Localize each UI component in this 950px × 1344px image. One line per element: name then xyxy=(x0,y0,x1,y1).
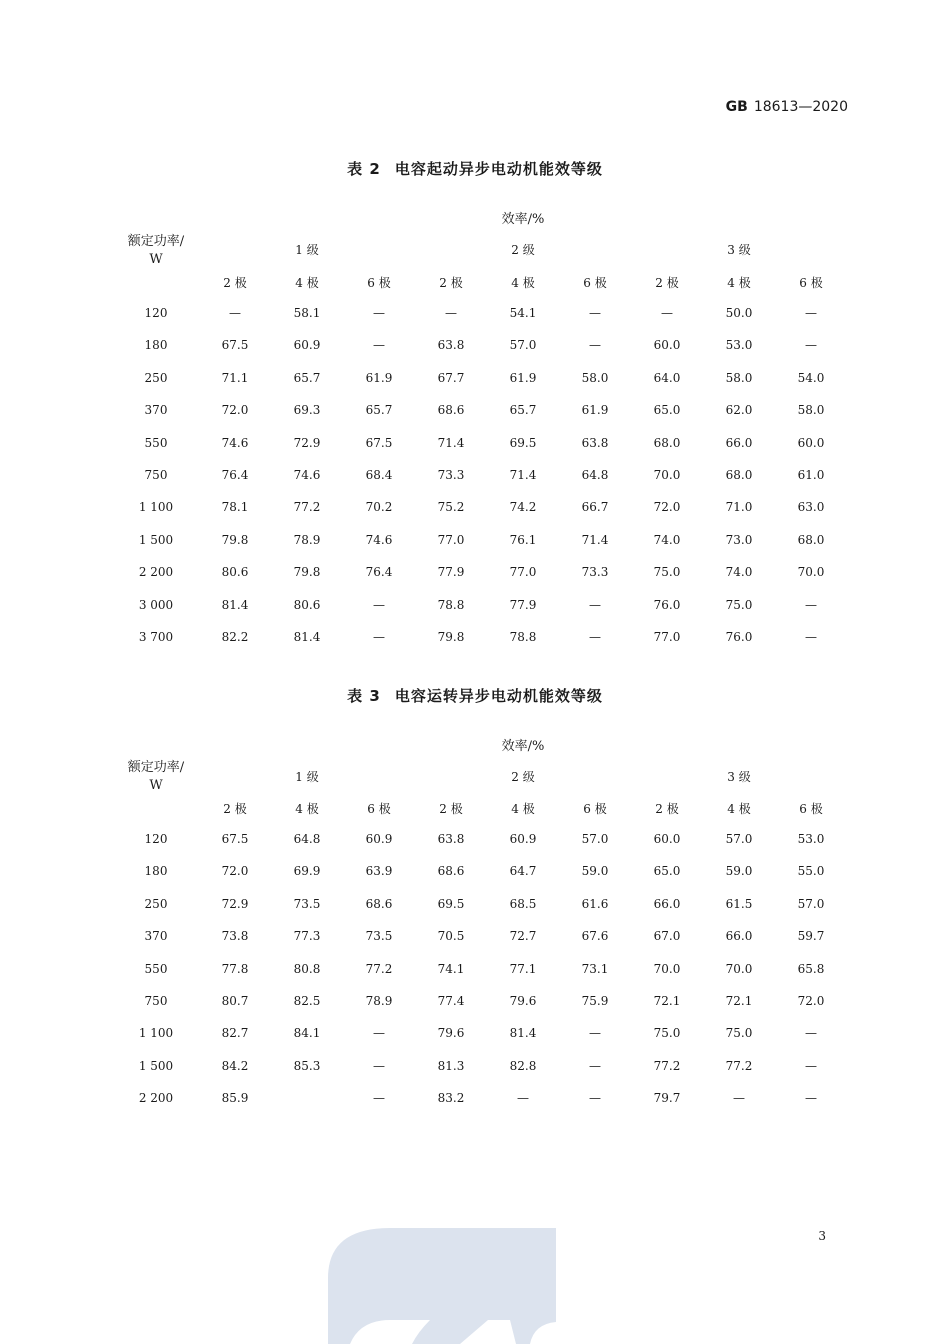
rated-power-unit: W xyxy=(149,778,163,793)
efficiency-cell: 62.0 xyxy=(725,403,753,417)
efficiency-cell: 77.4 xyxy=(437,994,465,1008)
efficiency-cell: 71.4 xyxy=(437,436,465,450)
efficiency-cell: — xyxy=(805,338,817,352)
efficiency-cell: 58.0 xyxy=(797,403,825,417)
pole-header: 6 极 xyxy=(367,802,391,816)
efficiency-cell: — xyxy=(517,1091,529,1105)
efficiency-cell: 73.3 xyxy=(581,565,609,579)
efficiency-cell: 64.0 xyxy=(653,371,681,385)
efficiency-cell: — xyxy=(373,306,385,320)
efficiency-cell: — xyxy=(805,598,817,612)
efficiency-cell: 68.5 xyxy=(509,897,537,911)
efficiency-cell: — xyxy=(589,1026,601,1040)
efficiency-cell: 72.0 xyxy=(221,403,249,417)
efficiency-cell: 55.0 xyxy=(797,864,825,878)
efficiency-cell: 72.0 xyxy=(797,994,825,1008)
efficiency-cell: 61.5 xyxy=(725,897,753,911)
efficiency-cell: — xyxy=(661,306,673,320)
pole-header: 4 极 xyxy=(511,802,535,816)
efficiency-cell: 77.3 xyxy=(293,929,321,943)
efficiency-cell: 72.9 xyxy=(293,436,321,450)
efficiency-cell: 73.0 xyxy=(725,533,753,547)
efficiency-cell: 80.7 xyxy=(221,994,249,1008)
efficiency-cell: — xyxy=(733,1091,745,1105)
efficiency-cell: 66.7 xyxy=(581,500,609,514)
efficiency-cell: 67.5 xyxy=(221,338,249,352)
rated-power-cell: 550 xyxy=(144,962,168,976)
pole-header: 2 极 xyxy=(439,276,463,290)
efficiency-cell: 60.0 xyxy=(653,832,681,846)
efficiency-cell: 61.6 xyxy=(581,897,609,911)
efficiency-cell: 81.4 xyxy=(221,598,249,612)
efficiency-cell: 74.0 xyxy=(725,565,753,579)
rated-power-cell: 2 200 xyxy=(138,1091,174,1105)
efficiency-cell: 69.3 xyxy=(293,403,321,417)
efficiency-cell: 79.6 xyxy=(437,1026,465,1040)
efficiency-cell: 71.4 xyxy=(509,468,537,482)
efficiency-cell: 60.0 xyxy=(653,338,681,352)
efficiency-cell: 77.1 xyxy=(509,962,537,976)
efficiency-cell: 78.9 xyxy=(293,533,321,547)
efficiency-cell: 67.7 xyxy=(437,371,465,385)
efficiency-cell: 74.0 xyxy=(653,533,681,547)
efficiency-cell: 78.8 xyxy=(437,598,465,612)
efficiency-cell: 65.0 xyxy=(653,864,681,878)
efficiency-cell: 57.0 xyxy=(509,338,537,352)
efficiency-cell: 79.7 xyxy=(653,1091,681,1105)
efficiency-cell: 76.0 xyxy=(653,598,681,612)
grade-header: 2 级 xyxy=(511,770,535,784)
efficiency-cell: 73.8 xyxy=(221,929,249,943)
rated-power-unit: W xyxy=(149,252,163,267)
rated-power-cell: 120 xyxy=(144,832,168,846)
efficiency-cell: 78.9 xyxy=(365,994,393,1008)
efficiency-cell: 54.1 xyxy=(509,306,537,320)
grade-header: 2 级 xyxy=(511,243,535,257)
efficiency-cell: 72.1 xyxy=(725,994,753,1008)
efficiency-cell: 76.4 xyxy=(365,565,393,579)
efficiency-cell: 61.9 xyxy=(581,403,609,417)
efficiency-cell: 59.0 xyxy=(725,864,753,878)
rated-power-cell: 3 700 xyxy=(138,630,174,644)
standard-code xyxy=(726,99,848,115)
efficiency-cell: — xyxy=(589,306,601,320)
efficiency-cell: 81.3 xyxy=(437,1059,465,1073)
efficiency-cell: 60.0 xyxy=(797,436,825,450)
efficiency-cell: 60.9 xyxy=(293,338,321,352)
efficiency-cell: 85.9 xyxy=(221,1091,249,1105)
table-3-title xyxy=(0,685,950,706)
efficiency-cell: 53.0 xyxy=(797,832,825,846)
efficiency-cell: 71.4 xyxy=(581,533,609,547)
efficiency-cell: 74.2 xyxy=(509,500,537,514)
efficiency-cell: 70.0 xyxy=(725,962,753,976)
efficiency-cell: 82.5 xyxy=(293,994,321,1008)
efficiency-cell: 54.0 xyxy=(797,371,825,385)
pole-header: 6 极 xyxy=(583,276,607,290)
efficiency-cell: 65.7 xyxy=(293,371,321,385)
efficiency-cell: 77.9 xyxy=(509,598,537,612)
efficiency-cell: 69.5 xyxy=(509,436,537,450)
pole-header: 2 极 xyxy=(655,802,679,816)
rated-power-cell: 1 100 xyxy=(138,1026,174,1040)
grade-header: 3 级 xyxy=(727,770,751,784)
efficiency-cell: 65.0 xyxy=(653,403,681,417)
efficiency-cell: 77.2 xyxy=(293,500,321,514)
efficiency-cell: 71.0 xyxy=(725,500,753,514)
efficiency-cell: 74.6 xyxy=(365,533,393,547)
table-2-caption: 电容起动异步电动机能效等级 xyxy=(394,160,603,178)
pole-header: 4 极 xyxy=(511,276,535,290)
rated-power-cell: 180 xyxy=(144,864,168,878)
rated-power-cell: 3 000 xyxy=(138,598,174,612)
efficiency-cell: — xyxy=(589,1091,601,1105)
efficiency-cell: 68.6 xyxy=(437,864,465,878)
rated-power-cell: 1 100 xyxy=(138,500,174,514)
efficiency-cell: — xyxy=(373,630,385,644)
efficiency-cell: — xyxy=(805,630,817,644)
efficiency-cell: 73.3 xyxy=(437,468,465,482)
efficiency-cell: 69.9 xyxy=(293,864,321,878)
efficiency-cell: 57.0 xyxy=(725,832,753,846)
rated-power-cell: 750 xyxy=(144,994,168,1008)
pole-header: 4 极 xyxy=(727,802,751,816)
efficiency-cell: 79.6 xyxy=(509,994,537,1008)
efficiency-cell: 72.1 xyxy=(653,994,681,1008)
rated-power-cell: 550 xyxy=(144,436,168,450)
efficiency-cell: 84.2 xyxy=(221,1059,249,1073)
efficiency-cell: 66.0 xyxy=(653,897,681,911)
efficiency-cell: 72.0 xyxy=(221,864,249,878)
efficiency-cell: — xyxy=(805,306,817,320)
efficiency-cell: 63.8 xyxy=(437,832,465,846)
grade-header: 1 级 xyxy=(295,243,319,257)
efficiency-cell: 57.0 xyxy=(797,897,825,911)
efficiency-cell: 66.0 xyxy=(725,436,753,450)
efficiency-cell: 53.0 xyxy=(725,338,753,352)
table-2-number: 表 2 xyxy=(347,160,381,178)
pole-header: 4 极 xyxy=(295,276,319,290)
efficiency-cell: — xyxy=(805,1059,817,1073)
efficiency-cell: 68.0 xyxy=(797,533,825,547)
rated-power-cell: 180 xyxy=(144,338,168,352)
rated-power-header: 额定功率/ xyxy=(127,234,185,249)
efficiency-cell: — xyxy=(373,338,385,352)
efficiency-cell: 70.5 xyxy=(437,929,465,943)
efficiency-cell: 80.6 xyxy=(221,565,249,579)
efficiency-cell: 63.8 xyxy=(437,338,465,352)
efficiency-cell: 70.0 xyxy=(797,565,825,579)
efficiency-cell: 65.8 xyxy=(797,962,825,976)
efficiency-cell: 72.7 xyxy=(509,929,537,943)
pole-header: 2 极 xyxy=(223,276,247,290)
efficiency-cell: 79.8 xyxy=(437,630,465,644)
efficiency-cell: 85.3 xyxy=(293,1059,321,1073)
efficiency-cell: 82.7 xyxy=(221,1026,249,1040)
efficiency-cell: 68.6 xyxy=(437,403,465,417)
efficiency-cell: 74.1 xyxy=(437,962,465,976)
table-3-number: 表 3 xyxy=(347,687,381,705)
efficiency-cell: 64.8 xyxy=(581,468,609,482)
efficiency-cell: 67.5 xyxy=(221,832,249,846)
efficiency-cell: 63.9 xyxy=(365,864,393,878)
efficiency-cell: 59.7 xyxy=(797,929,825,943)
efficiency-cell: 82.8 xyxy=(509,1059,537,1073)
efficiency-cell: 80.6 xyxy=(293,598,321,612)
grade-header: 3 级 xyxy=(727,243,751,257)
pole-header: 2 极 xyxy=(439,802,463,816)
efficiency-cell: 78.1 xyxy=(221,500,249,514)
efficiency-header: 效率/% xyxy=(501,739,545,754)
rated-power-cell: 250 xyxy=(144,371,168,385)
efficiency-cell: 58.0 xyxy=(581,371,609,385)
efficiency-cell: 79.8 xyxy=(293,565,321,579)
efficiency-cell: — xyxy=(589,598,601,612)
efficiency-cell: 66.0 xyxy=(725,929,753,943)
efficiency-cell: 77.8 xyxy=(221,962,249,976)
efficiency-cell: — xyxy=(373,1026,385,1040)
rated-power-cell: 2 200 xyxy=(138,565,174,579)
rated-power-cell: 370 xyxy=(144,403,168,417)
efficiency-cell: 75.0 xyxy=(653,565,681,579)
efficiency-cell: 67.0 xyxy=(653,929,681,943)
efficiency-cell: — xyxy=(589,338,601,352)
standard-number: 18613—2020 xyxy=(753,99,848,115)
efficiency-cell: 72.9 xyxy=(221,897,249,911)
efficiency-cell: 60.9 xyxy=(365,832,393,846)
efficiency-cell: — xyxy=(445,306,457,320)
efficiency-cell: 70.0 xyxy=(653,962,681,976)
pole-header: 6 极 xyxy=(799,802,823,816)
efficiency-cell: 68.6 xyxy=(365,897,393,911)
efficiency-cell: 70.0 xyxy=(653,468,681,482)
efficiency-cell: 70.2 xyxy=(365,500,393,514)
efficiency-cell: 78.8 xyxy=(509,630,537,644)
efficiency-cell: 57.0 xyxy=(581,832,609,846)
efficiency-cell: 67.5 xyxy=(365,436,393,450)
efficiency-cell: 73.5 xyxy=(365,929,393,943)
efficiency-cell: 75.0 xyxy=(725,598,753,612)
pole-header: 6 极 xyxy=(583,802,607,816)
efficiency-cell: 75.0 xyxy=(653,1026,681,1040)
efficiency-cell: 74.6 xyxy=(293,468,321,482)
efficiency-cell: 71.1 xyxy=(221,371,249,385)
efficiency-cell: 77.0 xyxy=(653,630,681,644)
efficiency-cell: 73.1 xyxy=(581,962,609,976)
efficiency-cell: — xyxy=(589,630,601,644)
efficiency-cell: 75.9 xyxy=(581,994,609,1008)
efficiency-cell: 63.8 xyxy=(581,436,609,450)
efficiency-cell: 77.2 xyxy=(653,1059,681,1073)
efficiency-cell: 77.2 xyxy=(725,1059,753,1073)
efficiency-cell: 68.0 xyxy=(725,468,753,482)
efficiency-cell: 76.1 xyxy=(509,533,537,547)
rated-power-cell: 1 500 xyxy=(138,1059,174,1073)
efficiency-cell: 75.0 xyxy=(725,1026,753,1040)
efficiency-cell: 80.8 xyxy=(293,962,321,976)
table-2-title xyxy=(0,158,950,179)
efficiency-cell: 76.0 xyxy=(725,630,753,644)
efficiency-cell: 50.0 xyxy=(725,306,753,320)
efficiency-cell: 61.9 xyxy=(365,371,393,385)
rated-power-cell: 750 xyxy=(144,468,168,482)
efficiency-cell: — xyxy=(373,1059,385,1073)
efficiency-cell: 58.0 xyxy=(725,371,753,385)
efficiency-cell: 60.9 xyxy=(509,832,537,846)
pole-header: 6 极 xyxy=(367,276,391,290)
efficiency-cell: 75.2 xyxy=(437,500,465,514)
efficiency-cell: 64.7 xyxy=(509,864,537,878)
efficiency-cell: 74.6 xyxy=(221,436,249,450)
efficiency-cell: 84.1 xyxy=(293,1026,321,1040)
pole-header: 2 极 xyxy=(223,802,247,816)
efficiency-cell: 72.0 xyxy=(653,500,681,514)
rated-power-header: 额定功率/ xyxy=(127,760,185,775)
pole-header: 2 极 xyxy=(655,276,679,290)
efficiency-cell: 63.0 xyxy=(797,500,825,514)
efficiency-cell: 69.5 xyxy=(437,897,465,911)
efficiency-cell: 61.0 xyxy=(797,468,825,482)
efficiency-cell: — xyxy=(805,1026,817,1040)
efficiency-cell: — xyxy=(373,1091,385,1105)
pole-header: 6 极 xyxy=(799,276,823,290)
rated-power-cell: 1 500 xyxy=(138,533,174,547)
pole-header: 4 极 xyxy=(727,276,751,290)
efficiency-cell: 82.2 xyxy=(221,630,249,644)
watermark-shape xyxy=(328,1228,556,1344)
efficiency-cell: — xyxy=(229,306,241,320)
rated-power-cell: 370 xyxy=(144,929,168,943)
table-3-caption: 电容运转异步电动机能效等级 xyxy=(394,687,603,705)
rated-power-cell: 250 xyxy=(144,897,168,911)
efficiency-cell: 77.0 xyxy=(509,565,537,579)
efficiency-cell: 81.4 xyxy=(293,630,321,644)
efficiency-cell: 77.9 xyxy=(437,565,465,579)
efficiency-cell: 81.4 xyxy=(509,1026,537,1040)
efficiency-cell: 77.0 xyxy=(437,533,465,547)
efficiency-cell: 68.0 xyxy=(653,436,681,450)
efficiency-cell: 67.6 xyxy=(581,929,609,943)
pole-header: 4 极 xyxy=(295,802,319,816)
efficiency-header: 效率/% xyxy=(501,212,545,227)
efficiency-cell: 76.4 xyxy=(221,468,249,482)
efficiency-cell: 65.7 xyxy=(509,403,537,417)
standard-prefix: GB xyxy=(725,99,748,115)
efficiency-cell: 79.8 xyxy=(221,533,249,547)
efficiency-cell: — xyxy=(589,1059,601,1073)
grade-header: 1 级 xyxy=(295,770,319,784)
rated-power-cell: 120 xyxy=(144,306,168,320)
efficiency-cell: 59.0 xyxy=(581,864,609,878)
efficiency-cell: 68.4 xyxy=(365,468,393,482)
page-number: 3 xyxy=(818,1229,826,1243)
efficiency-cell: 58.1 xyxy=(293,306,321,320)
efficiency-cell: — xyxy=(373,598,385,612)
efficiency-cell: 73.5 xyxy=(293,897,321,911)
watermark-logo xyxy=(320,1228,560,1344)
efficiency-cell: — xyxy=(805,1091,817,1105)
efficiency-cell: 65.7 xyxy=(365,403,393,417)
efficiency-cell: 64.8 xyxy=(293,832,321,846)
efficiency-cell: 83.2 xyxy=(437,1091,465,1105)
efficiency-cell: 61.9 xyxy=(509,371,537,385)
efficiency-cell: 77.2 xyxy=(365,962,393,976)
